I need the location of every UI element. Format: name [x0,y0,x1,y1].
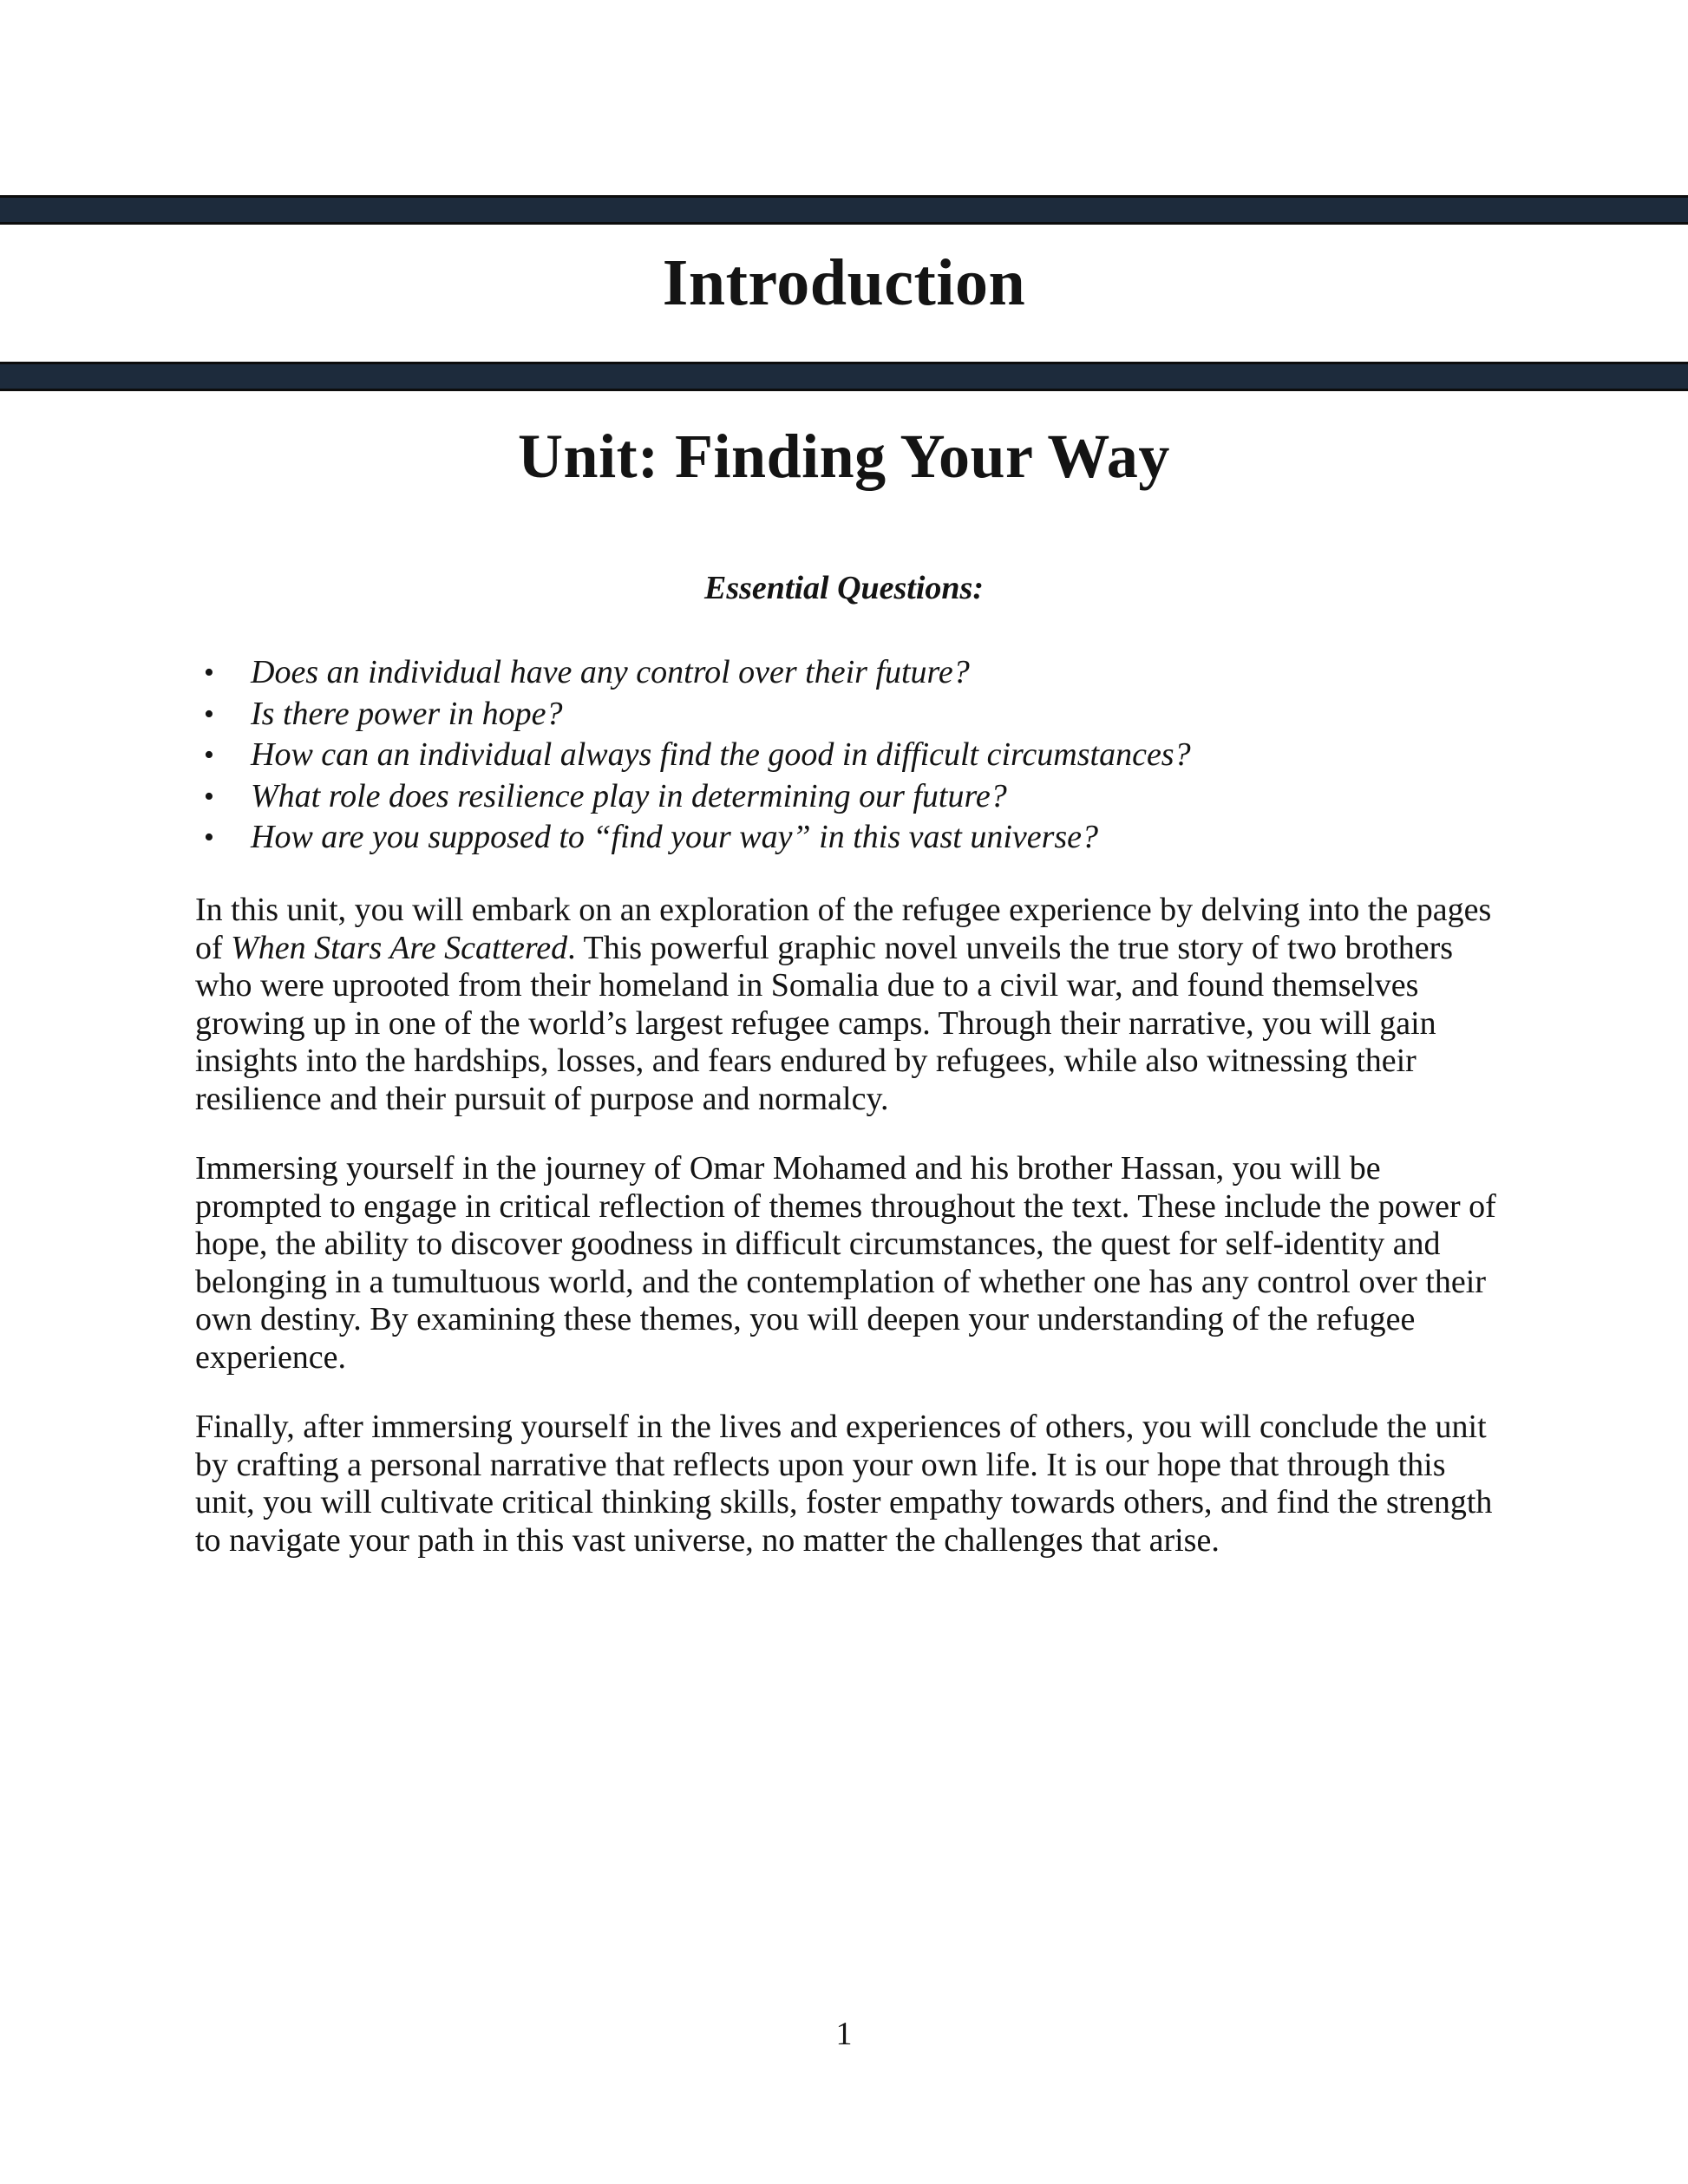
body-copy [195,892,1507,1592]
unit-title: Unit: Finding Your Way [518,422,1170,491]
list-item [195,735,1507,776]
paragraph-2: Immersing yourself in the journey of Omar Mohamed and his brother Hassan, you will be prompted to engage in critical reflection of themes throughout the text. These include the power of hope, the ability to discover goodness in difficult circumstances, the quest for self-identity and belonging in a tumultuous world, and the contemplation of whether one has any control over their own destiny. By examining these themes, you will deepen your understanding of the refugee experience. [195,1150,1496,1376]
question-text: Is there power in hope? [251,695,563,732]
section-divider-bar-top [0,195,1688,225]
question-text: Does an individual have any control over their future? [251,654,970,690]
question-text: What role does resilience play in determining our future? [251,777,1007,814]
paragraph-1 [195,892,1507,1118]
bullet-icon: • [204,657,214,689]
paragraph-1-lead: In this unit, you will embark on an exploration of the refugee experience by delving into the pages of [195,892,1492,966]
paragraph-1-rest: . This powerful graphic novel unveils the true story of two brothers who were uprooted from their homeland in Somalia due to a civil war, and found themselves growing up in one of the world’s largest refugee camps. Through their narrative, you will gain insights into the hardships, losses, and fears endured by refugees, while also witnessing their resilience and their pursuit of purpose and normalcy. [195,929,1454,1117]
book-title: When Stars Are Scattered [231,929,568,966]
bullet-icon: • [204,821,214,853]
list-item [195,694,1507,736]
list-item [195,817,1507,859]
question-text: How can an individual always find the good in difficult circumstances? [251,736,1191,773]
bullet-icon: • [204,697,214,730]
bullet-icon: • [204,739,214,771]
section-title: Introduction [662,246,1026,319]
paragraph-3: Finally, after immersing yourself in the lives and experiences of others, you will conclude the unit by crafting a personal narrative that reflects upon your own life. It is our hope that through this unit, you will cultivate critical thinking skills, foster empathy towards others, and find the strength to navigate your path in this vast universe, no matter the challenges that arise. [195,1409,1493,1559]
bullet-icon: • [204,780,214,813]
page-number: 1 [835,2016,853,2052]
essential-questions-list [195,652,1507,859]
list-item [195,652,1507,694]
essential-questions-heading: Essential Questions: [703,570,985,606]
question-text: How are you supposed to “find your way” in this vast universe? [251,819,1099,855]
section-divider-bar-bottom [0,362,1688,391]
list-item [195,776,1507,818]
